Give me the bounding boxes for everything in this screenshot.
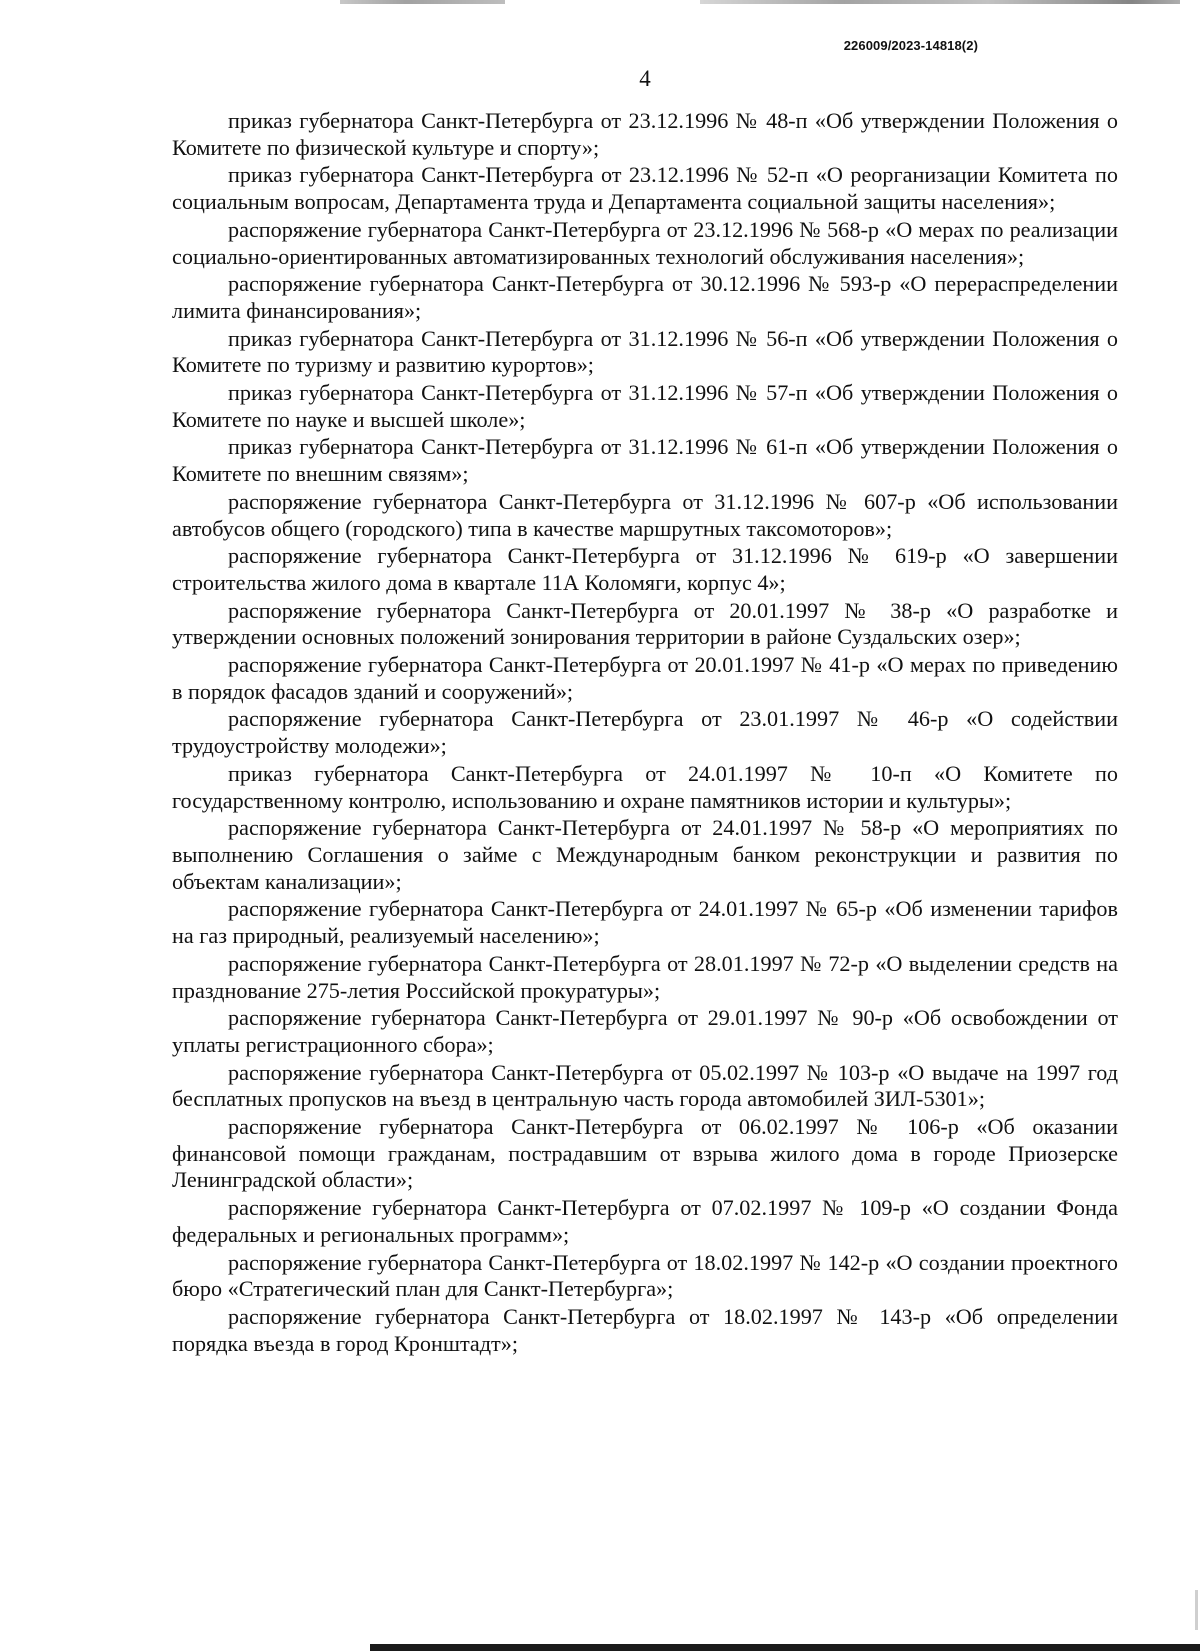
scan-artifact-bottom-edge — [370, 1644, 1200, 1651]
list-item: приказ губернатора Санкт-Петербурга от 31.12.1996 № 57-п «Об утверждении Положения о Комитете по науке и высшей школе»; — [172, 380, 1118, 432]
page-number: 4 — [639, 66, 651, 91]
scan-artifact-right-edge — [1195, 1590, 1198, 1630]
list-item: распоряжение губернатора Санкт-Петербурга от 18.02.1997 № 143-р «Об определении порядка въезда в город Кронштадт»; — [172, 1303, 1118, 1356]
scan-artifact-top-left — [340, 0, 505, 4]
list-item: распоряжение губернатора Санкт-Петербурга от 30.12.1996 № 593-р «О перераспределении лимита финансирования»; — [172, 271, 1118, 323]
list-item: распоряжение губернатора Санкт-Петербурга от 18.02.1997 № 142-р «О создании проектного бюро «Стратегический план для Санкт-Петербурга»; — [172, 1249, 1118, 1302]
list-item: распоряжение губернатора Санкт-Петербурга от 24.01.1997 № 58-р «О мероприятиях по выполнению Соглашения о займе с Международным банком реконструкции и развития по объектам канализации»; — [172, 815, 1118, 894]
list-item: распоряжение губернатора Санкт-Петербурга от 05.02.1997 № 103-р «О выдаче на 1997 год бесплатных пропусков на въезд в центральную часть города автомобилей ЗИЛ-5301»; — [172, 1059, 1118, 1112]
list-item: распоряжение губернатора Санкт-Петербурга от 29.01.1997 № 90-р «Об освобождении от уплаты регистрационного сбора»; — [172, 1005, 1118, 1057]
list-item: приказ губернатора Санкт-Петербурга от 31.12.1996 № 56-п «Об утверждении Положения о Комитете по туризму и развитию курортов»; — [172, 325, 1118, 378]
list-item: приказ губернатора Санкт-Петербурга от 23.12.1996 № 48-п «Об утверждении Положения о Комитете по физической культуре и спорту»; — [172, 108, 1118, 160]
list-item: распоряжение губернатора Санкт-Петербурга от 31.12.1996 № 607-р «Об использовании автобусов общего (городского) типа в качестве маршрутных таксомоторов»; — [172, 488, 1118, 541]
list-item: распоряжение губернатора Санкт-Петербурга от 28.01.1997 № 72-р «О выделении средств на празднование 275-летия Российской прокуратуры»; — [172, 950, 1118, 1003]
list-item: распоряжение губернатора Санкт-Петербурга от 20.01.1997 № 41-р «О мерах по приведению в порядок фасадов зданий и сооружений»; — [172, 652, 1118, 704]
document-body — [172, 108, 1118, 1358]
list-item: приказ губернатора Санкт-Петербурга от 23.12.1996 № 52-п «О реорганизации Комитета по социальным вопросам, Департамента труда и Департамента социальной защиты населения»; — [172, 162, 1118, 215]
list-item: распоряжение губернатора Санкт-Петербурга от 23.12.1996 № 568-р «О мерах по реализации социально-ориентированных автоматизированных технологий обслуживания населения»; — [172, 216, 1118, 269]
list-item: распоряжение губернатора Санкт-Петербурга от 20.01.1997 № 38-р «О разработке и утверждении основных положений зонирования территории в районе Суздальских озер»; — [172, 597, 1118, 650]
list-item: распоряжение губернатора Санкт-Петербурга от 31.12.1996 № 619-р «О завершении строительства жилого дома в квартале 11А Коломяги, корпус 4»; — [172, 543, 1118, 595]
document-registration-number: 226009/2023-14818(2) — [843, 38, 978, 53]
list-item: приказ губернатора Санкт-Петербурга от 31.12.1996 № 61-п «Об утверждении Положения о Комитете по внешним связям»; — [172, 434, 1118, 487]
list-item: распоряжение губернатора Санкт-Петербурга от 07.02.1997 № 109-р «О создании Фонда федеральных и региональных программ»; — [172, 1195, 1118, 1247]
list-item: распоряжение губернатора Санкт-Петербурга от 23.01.1997 № 46-р «О содействии трудоустройству молодежи»; — [172, 706, 1118, 759]
scan-artifact-top-right — [700, 0, 1180, 4]
list-item: распоряжение губернатора Санкт-Петербурга от 06.02.1997 № 106-р «Об оказании финансовой помощи гражданам, пострадавшим от взрыва жилого дома в городе Приозерске Ленинградской области»; — [172, 1114, 1118, 1193]
list-item: распоряжение губернатора Санкт-Петербурга от 24.01.1997 № 65-р «Об изменении тарифов на газ природный, реализуемый населению»; — [172, 896, 1118, 949]
list-item: приказ губернатора Санкт-Петербурга от 24.01.1997 № 10-п «О Комитете по государственному контролю, использованию и охране памятников истории и культуры»; — [172, 760, 1118, 813]
